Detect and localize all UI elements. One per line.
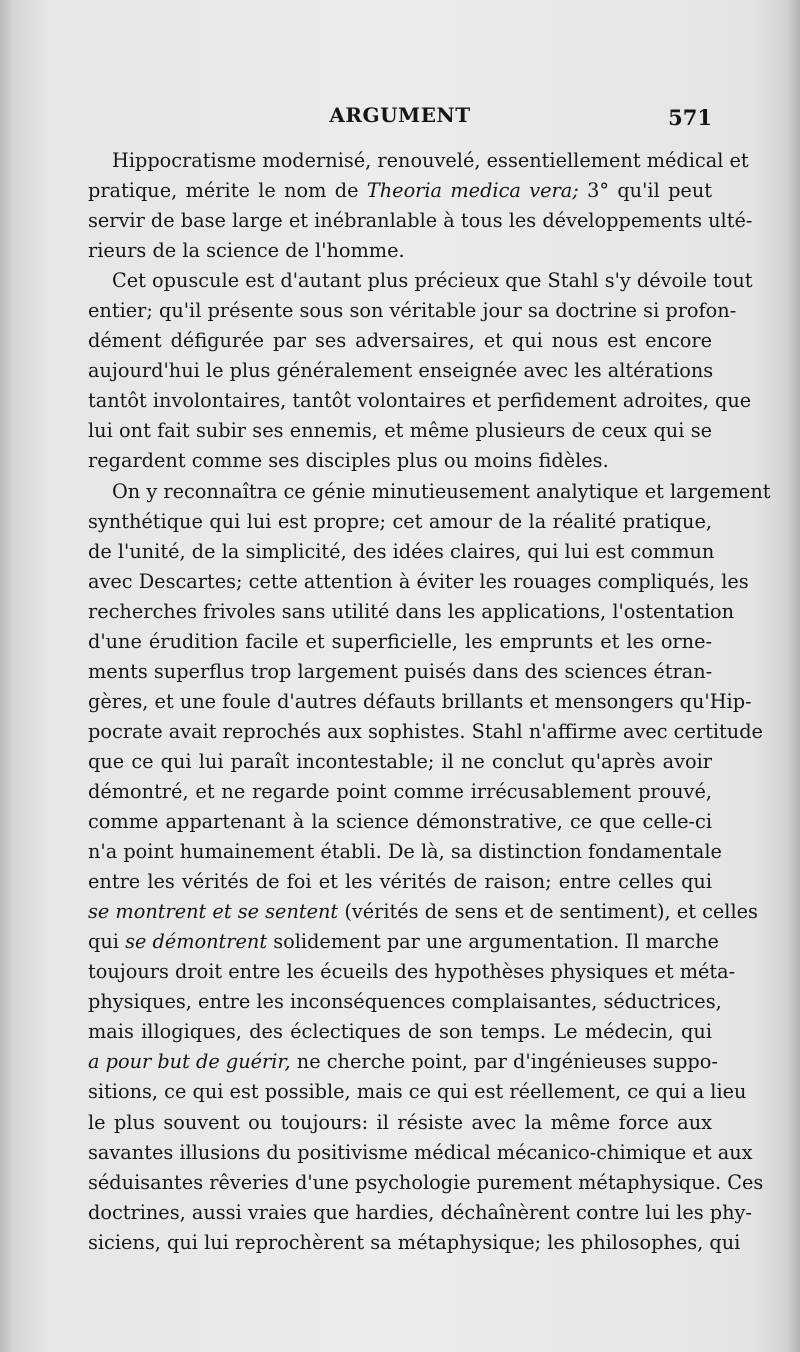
- text-segment: ments superflus trop largement puisés dans des sciences étran-: [88, 659, 713, 683]
- text-segment: entier; qu'il présente sous son véritable jour sa doctrine si profon-: [88, 299, 737, 323]
- text-line: [88, 837, 722, 867]
- running-head: [88, 103, 712, 133]
- text-segment: Cet opuscule est d'autant plus précieux que Stahl s'y dévoile tout: [112, 269, 753, 293]
- text-line: [88, 416, 712, 446]
- text-segment: On y reconnaîtra ce génie minutieusement analytique et largement: [112, 479, 771, 503]
- text-line: [88, 777, 712, 807]
- text-segment: de l'unité, de la simplicité, des idées claires, qui lui est commun: [88, 539, 715, 563]
- text-line: [88, 957, 736, 987]
- text-segment: recherches frivoles sans utilité dans les applications, l'ostentation: [88, 599, 735, 623]
- text-line: [88, 807, 712, 837]
- text-line: [88, 1077, 747, 1107]
- text-line: [88, 987, 722, 1017]
- text-line: [88, 1168, 764, 1198]
- text-segment: qui: [88, 930, 126, 954]
- text-segment: siciens, qui lui reprochèrent sa métaphysique; les philosophes, qui: [88, 1230, 741, 1254]
- text-line: [88, 627, 712, 657]
- text-segment: lui ont fait subir ses ennemis, et même plusieurs de ceux qui se: [88, 419, 712, 443]
- text-segment: regardent comme ses disciples plus ou moins fidèles.: [88, 449, 609, 473]
- text-segment: Hippocratisme modernisé, renouvelé, essentiellement médical et: [112, 149, 749, 172]
- text-segment: servir de base large et inébranlable à tous les développements ulté-: [88, 209, 753, 233]
- text-line: [88, 1017, 712, 1047]
- running-head-title: ARGUMENT: [329, 103, 471, 127]
- italic-text: se montrent et se sentent: [88, 900, 339, 924]
- text-segment: comme appartenant à la science démonstrative, ce que celle-ci: [88, 810, 712, 834]
- text-segment: n'a point humainement établi. De là, sa distinction fondamentale: [88, 840, 722, 864]
- italic-text: se démontrent: [125, 930, 268, 954]
- text-segment: rieurs de la science de l'homme.: [88, 239, 405, 263]
- text-segment: toujours droit entre les écueils des hypothèses physiques et méta-: [88, 960, 736, 984]
- text-segment: 3° qu'il peut: [578, 179, 713, 203]
- text-line: [88, 867, 712, 897]
- text-line: [88, 326, 712, 356]
- text-line: [88, 1108, 712, 1138]
- text-segment: pratique, mérite le nom de: [88, 179, 367, 203]
- text-line: [88, 1198, 752, 1228]
- page-number: 571: [668, 105, 712, 130]
- text-segment: (vérités de sens et de sentiment), et celles: [338, 900, 758, 924]
- text-line: [88, 507, 712, 537]
- text-segment: gères, et une foule d'autres défauts brillants et mensongers qu'Hip-: [88, 689, 752, 713]
- text-line: [88, 717, 763, 747]
- page-edge-shadow-left: [0, 0, 14, 1352]
- text-line: [88, 1228, 741, 1258]
- text-line: [88, 657, 712, 687]
- text-line: [88, 1047, 718, 1077]
- text-line: [88, 386, 752, 416]
- text-segment: physiques, entre les inconséquences complaisantes, séductrices,: [88, 990, 722, 1014]
- text-segment: avec Descartes; cette attention à éviter les rouages compliqués, les: [88, 569, 749, 593]
- text-line: [88, 296, 737, 326]
- text-segment: sitions, ce qui est possible, mais ce qui est réellement, ce qui a lieu: [88, 1080, 747, 1104]
- text-segment: mais illogiques, des éclectiques de son temps. Le médecin, qui: [88, 1020, 712, 1044]
- text-line: [88, 236, 712, 266]
- text-segment: tantôt involontaires, tantôt volontaires et perfidement adroites, que: [88, 389, 752, 413]
- text-segment: pocrate avait reprochés aux sophistes. Stahl n'affirme avec certitude: [88, 719, 763, 743]
- text-line: [88, 146, 749, 176]
- paragraph: [88, 266, 753, 476]
- text-line: [88, 446, 712, 476]
- text-segment: savantes illusions du positivisme médical mécanico-chimique et aux: [88, 1140, 753, 1164]
- text-segment: synthétique qui lui est propre; cet amour de la réalité pratique,: [88, 509, 712, 533]
- page-edge-shadow-right: [786, 0, 800, 1352]
- text-segment: séduisantes rêveries d'une psychologie purement métaphysique. Ces: [88, 1170, 764, 1194]
- text-line: [88, 206, 753, 236]
- text-line: [88, 356, 712, 386]
- text-segment: ne cherche point, par d'ingénieuses suppo-: [290, 1050, 718, 1074]
- text-line: [88, 747, 712, 777]
- text-line: [88, 537, 715, 567]
- text-segment: aujourd'hui le plus généralement enseignée avec les altérations: [88, 359, 714, 383]
- body-text: [88, 146, 771, 1258]
- text-segment: solidement par une argumentation. Il marche: [267, 930, 719, 954]
- paragraph: [88, 477, 771, 1258]
- text-segment: démontré, et ne regarde point comme irrécusablement prouvé,: [88, 779, 712, 803]
- text-line: [88, 176, 712, 206]
- text-line: [88, 1138, 753, 1168]
- text-segment: dément défigurée par ses adversaires, et qui nous est encore: [88, 329, 712, 353]
- text-segment: doctrines, aussi vraies que hardies, déchaînèrent contre lui les phy-: [88, 1200, 752, 1224]
- text-line: [88, 897, 758, 927]
- text-line: [88, 266, 753, 296]
- italic-text: a pour but de guérir,: [88, 1050, 291, 1074]
- text-segment: d'une érudition facile et superficielle, les emprunts et les orne-: [88, 629, 712, 653]
- text-line: [88, 477, 771, 507]
- text-line: [88, 927, 719, 957]
- paragraph: [88, 146, 753, 266]
- text-line: [88, 597, 735, 627]
- text-segment: entre les vérités de foi et les vérités de raison; entre celles qui: [88, 870, 712, 894]
- text-line: [88, 567, 749, 597]
- text-segment: que ce qui lui paraît incontestable; il ne conclut qu'après avoir: [88, 749, 712, 773]
- italic-text: Theoria medica vera;: [366, 179, 579, 203]
- text-segment: le plus souvent ou toujours: il résiste avec la même force aux: [88, 1110, 712, 1134]
- text-line: [88, 687, 752, 717]
